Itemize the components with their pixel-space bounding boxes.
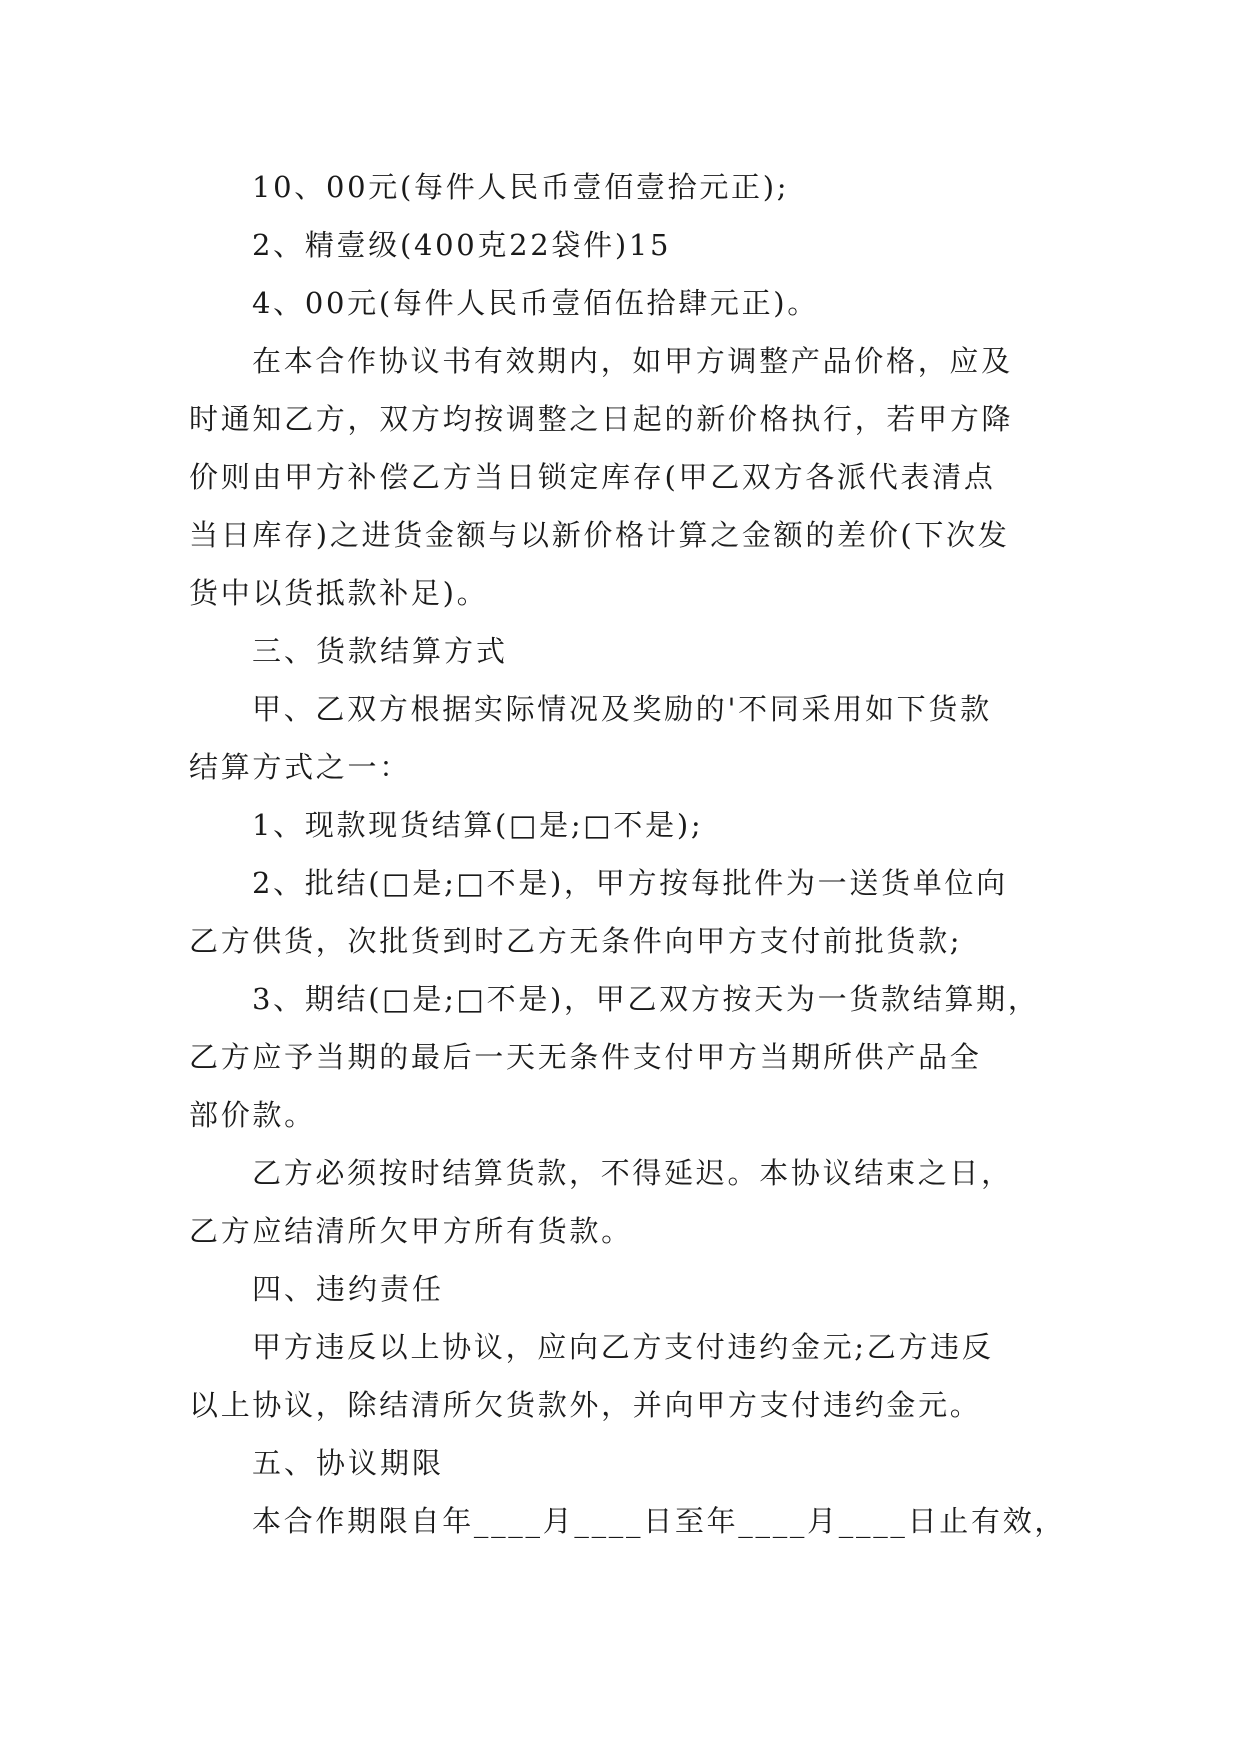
paragraph-line: 乙方必须按时结算货款，不得延迟。本协议结束之日，: [252, 1156, 1013, 1190]
text-line: 4、00元(每件人民币壹佰伍拾肆元正)。: [252, 286, 819, 320]
text-line: 10、00元(每件人民币壹佰壹拾元正);: [252, 170, 790, 204]
paragraph-line: 价则由甲方补偿乙方当日锁定库存(甲乙双方各派代表清点: [189, 460, 996, 494]
paragraph-line: 当日库存)之进货金额与以新价格计算之金额的差价(下次发: [189, 518, 1010, 552]
section-heading: 四、违约责任: [252, 1272, 445, 1306]
paragraph-line: 结算方式之一：: [189, 750, 411, 784]
list-item: 1、现款现货结算(□是;□不是);: [252, 808, 704, 842]
list-item: 2、批结(□是;□不是)，甲方按每批件为一送货单位向: [252, 866, 1008, 900]
paragraph-line: 以上协议，除结清所欠货款外，并向甲方支付违约金元。: [189, 1388, 982, 1422]
paragraph-line: 本合作期限自年____月____日至年____月____日止有效，: [252, 1504, 1067, 1538]
paragraph-line: 乙方应予当期的最后一天无条件支付甲方当期所供产品全: [189, 1040, 982, 1074]
paragraph-line: 时通知乙方，双方均按调整之日起的新价格执行，若甲方降: [189, 402, 1014, 436]
paragraph-line: 乙方应结清所欠甲方所有货款。: [189, 1214, 633, 1248]
section-heading: 五、协议期限: [252, 1446, 445, 1480]
paragraph-line: 乙方供货，次批货到时乙方无条件向甲方支付前批货款;: [189, 924, 963, 958]
paragraph-line: 货中以货抵款补足)。: [189, 576, 489, 610]
list-item: 3、期结(□是;□不是)，甲乙双方按天为一货款结算期，: [252, 982, 1040, 1016]
paragraph-line: 甲、乙双方根据实际情况及奖励的'不同采用如下货款: [252, 692, 992, 726]
section-heading: 三、货款结算方式: [252, 634, 509, 668]
text-line: 2、精壹级(400克22袋件)15: [252, 228, 672, 262]
paragraph-line: 部价款。: [189, 1098, 316, 1132]
paragraph-line: 甲方违反以上协议，应向乙方支付违约金元;乙方违反: [252, 1330, 994, 1364]
paragraph-line: 在本合作协议书有效期内，如甲方调整产品价格，应及: [252, 344, 1013, 378]
